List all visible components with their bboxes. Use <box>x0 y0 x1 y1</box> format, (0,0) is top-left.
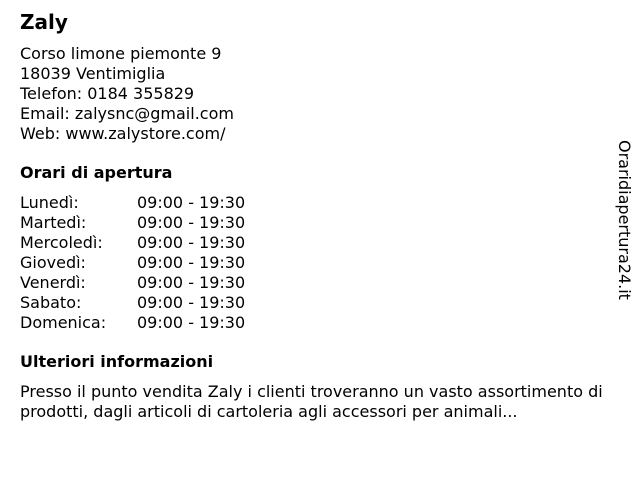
additional-info-text: Presso il punto vendita Zaly i clienti troveranno un vasto assortimento di prodotti, dagli articoli di cartoleria agli accessori per animali... <box>20 382 603 421</box>
additional-info-heading: Ulteriori informazioni <box>20 352 214 371</box>
time-range: 09:00 - 19:30 <box>137 193 246 212</box>
phone-line: Telefon: 0184 355829 <box>20 84 195 103</box>
day-label: Lunedì: <box>20 193 79 212</box>
hours-row-friday <box>20 273 610 293</box>
address-city: 18039 Ventimiglia <box>20 64 166 83</box>
time-range: 09:00 - 19:30 <box>137 233 246 252</box>
site-watermark <box>612 140 636 316</box>
day-label: Giovedì: <box>20 253 86 272</box>
day-label: Martedì: <box>20 213 87 232</box>
day-label: Mercoledì: <box>20 233 103 252</box>
opening-hours-table <box>20 193 610 333</box>
hours-row-wednesday <box>20 233 610 253</box>
hours-row-sunday <box>20 313 610 333</box>
hours-row-thursday <box>20 253 610 273</box>
time-range: 09:00 - 19:30 <box>137 313 246 332</box>
time-range: 09:00 - 19:30 <box>137 213 246 232</box>
hours-row-monday <box>20 193 610 213</box>
hours-row-saturday <box>20 293 610 313</box>
address-street: Corso limone piemonte 9 <box>20 44 222 63</box>
store-info-card <box>20 10 610 422</box>
hours-row-tuesday <box>20 213 610 233</box>
time-range: 09:00 - 19:30 <box>137 293 246 312</box>
contact-block <box>20 44 610 144</box>
time-range: 09:00 - 19:30 <box>137 253 246 272</box>
watermark-text: Oraridiapertura24.it <box>615 140 634 300</box>
day-label: Domenica: <box>20 313 107 332</box>
opening-hours-heading: Orari di apertura <box>20 163 173 182</box>
store-name: Zaly <box>20 10 68 34</box>
email-line: Email: zalysnc@gmail.com <box>20 104 234 123</box>
time-range: 09:00 - 19:30 <box>137 273 246 292</box>
website-line: Web: www.zalystore.com/ <box>20 124 226 143</box>
day-label: Venerdì: <box>20 273 86 292</box>
day-label: Sabato: <box>20 293 82 312</box>
